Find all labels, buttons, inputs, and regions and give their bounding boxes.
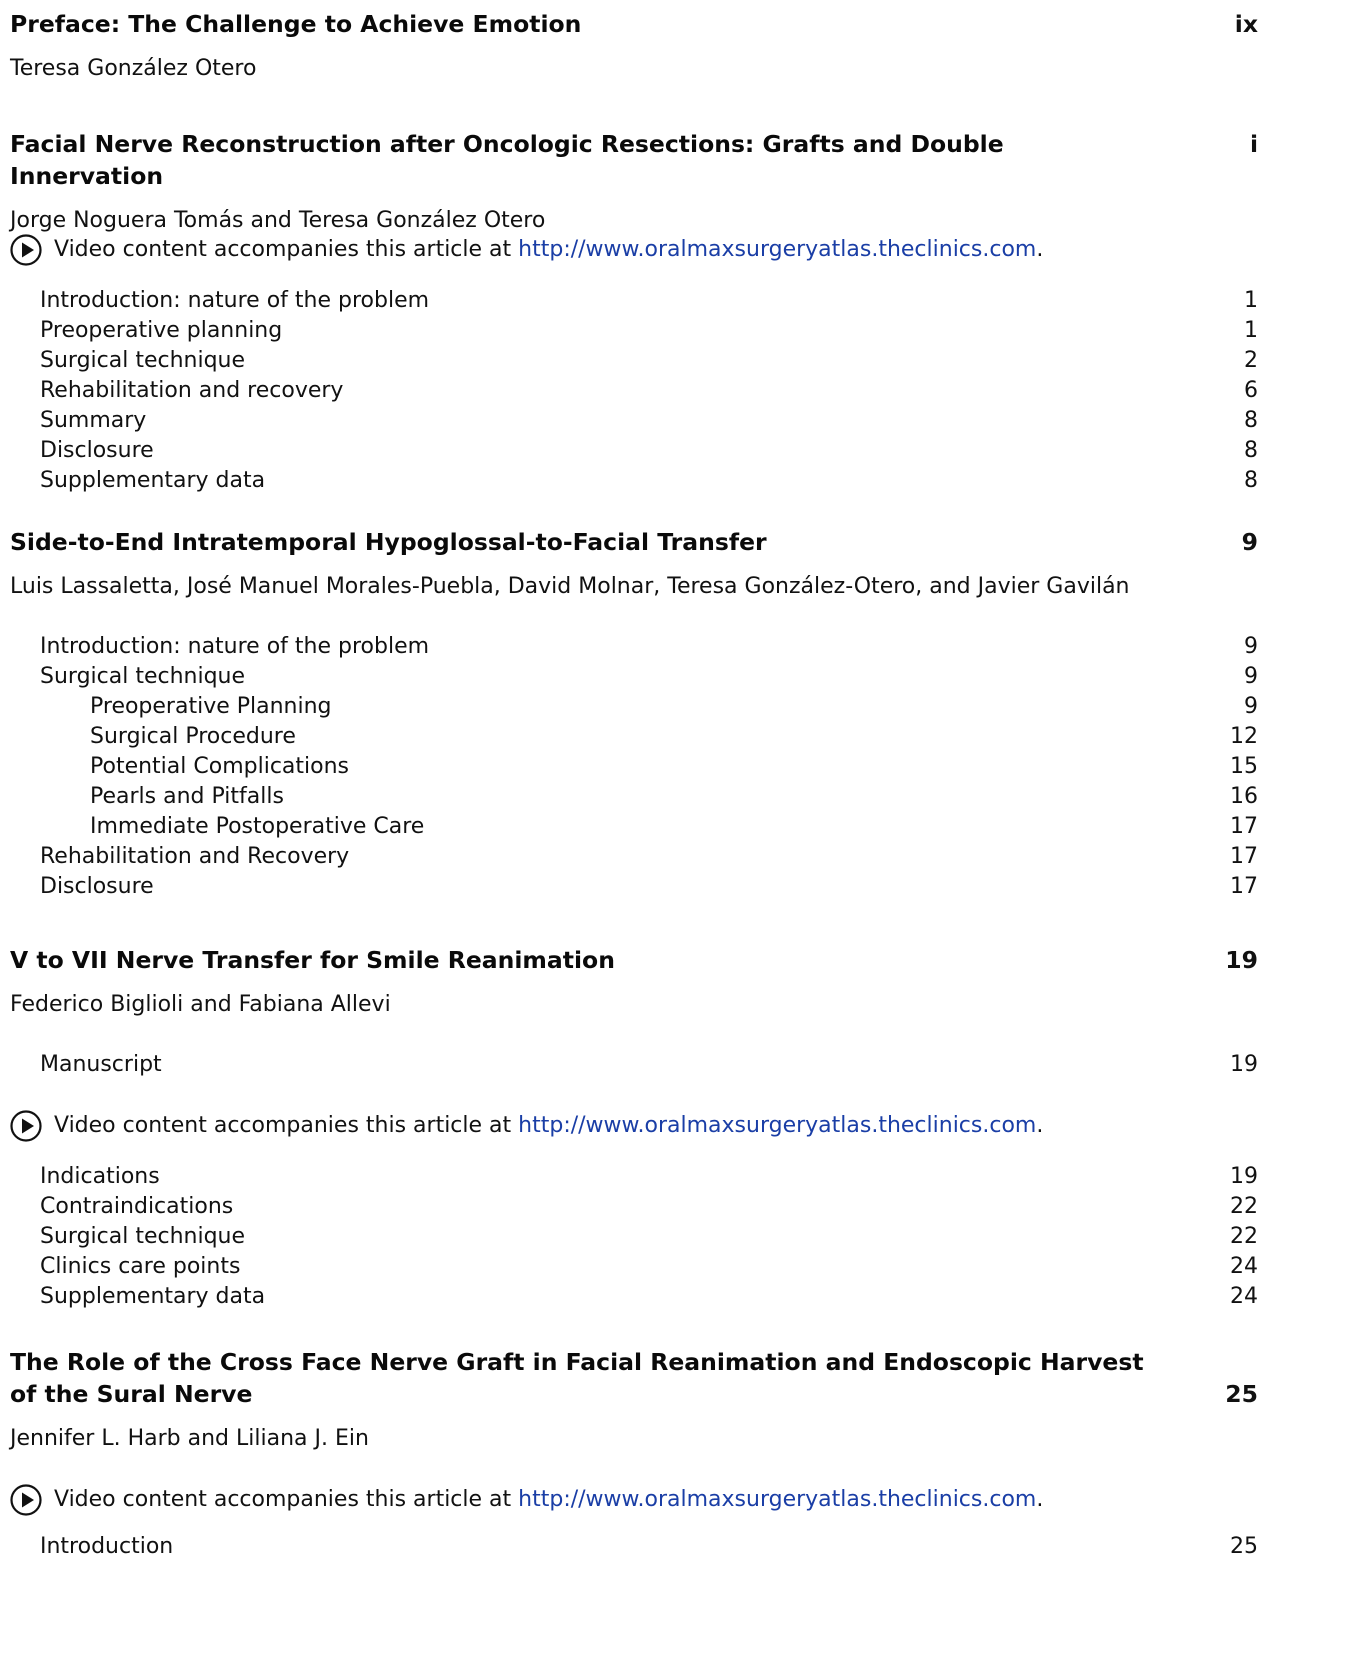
toc-entry-label: Potential Complications <box>90 754 349 779</box>
play-video-icon[interactable] <box>10 1484 42 1516</box>
toc-entry-label: Rehabilitation and Recovery <box>40 844 350 869</box>
video-link[interactable]: http://www.oralmaxsurgeryatlas.theclinics.com <box>518 1113 1037 1138</box>
toc-entry-label: Immediate Postoperative Care <box>90 814 425 839</box>
article-title[interactable]: V to VII Nerve Transfer for Smile Reanimation <box>10 946 615 974</box>
video-notice-text: Video content accompanies this article at <box>54 237 512 262</box>
toc-entry-page: 24 <box>1230 1284 1258 1309</box>
toc-entry-page: 9 <box>1244 694 1258 719</box>
toc-entry[interactable] <box>10 436 1258 466</box>
toc-entry-page: 8 <box>1244 468 1258 493</box>
toc-entry-label: Summary <box>40 408 147 433</box>
toc-entry-list <box>10 632 1258 902</box>
toc-article-facial-nerve-reconstruction <box>10 128 1258 498</box>
toc-article-hypoglossal-facial-transfer <box>10 526 1258 906</box>
toc-article-cross-face-nerve-graft <box>10 1346 1258 1666</box>
toc-entry[interactable] <box>10 1252 1258 1282</box>
toc-entry-page: 8 <box>1244 438 1258 463</box>
video-notice-suffix: . <box>1036 1487 1044 1512</box>
toc-entry[interactable] <box>10 1222 1258 1252</box>
article-page-number: 19 <box>1225 946 1258 974</box>
toc-entry-page: 22 <box>1230 1194 1258 1219</box>
toc-subentry[interactable] <box>10 722 1258 752</box>
toc-entry-page: 19 <box>1230 1052 1258 1077</box>
toc-entry-label: Disclosure <box>40 438 154 463</box>
toc-entry[interactable] <box>10 1192 1258 1222</box>
video-notice-suffix: . <box>1036 1113 1044 1138</box>
toc-entry-page: 1 <box>1244 288 1258 313</box>
toc-entry-label: Preoperative planning <box>40 318 283 343</box>
toc-entry-page: 25 <box>1230 1534 1258 1559</box>
toc-entry-page: 12 <box>1230 724 1258 749</box>
toc-entry[interactable] <box>10 872 1258 902</box>
article-page-number: i <box>1249 130 1258 158</box>
toc-entry-label: Supplementary data <box>40 1284 266 1309</box>
toc-entry[interactable] <box>10 1050 1258 1080</box>
toc-entry-page: 19 <box>1230 1164 1258 1189</box>
toc-entry[interactable] <box>10 1532 1258 1562</box>
play-video-icon[interactable] <box>10 1110 42 1142</box>
toc-entry-label: Supplementary data <box>40 468 266 493</box>
video-notice <box>10 234 1258 266</box>
article-authors: Jennifer L. Harb and Liliana J. Ein <box>10 1426 369 1451</box>
toc-entry-list <box>10 1050 1258 1080</box>
toc-entry[interactable] <box>10 406 1258 436</box>
toc-entry-label: Manuscript <box>40 1052 162 1077</box>
play-video-icon[interactable] <box>10 234 42 266</box>
toc-entry-label: Pearls and Pitfalls <box>90 784 284 809</box>
toc-entry[interactable] <box>10 286 1258 316</box>
article-page-number: 25 <box>1225 1380 1258 1408</box>
article-authors: Jorge Noguera Tomás and Teresa González Otero <box>10 208 546 233</box>
toc-entry-page: 6 <box>1244 378 1258 403</box>
toc-entry[interactable] <box>10 1162 1258 1192</box>
toc-entry-list <box>10 1532 1258 1562</box>
toc-entry-list <box>10 1162 1258 1312</box>
video-notice <box>10 1484 1258 1516</box>
article-page-number: 9 <box>1241 528 1258 556</box>
toc-entry-page: 24 <box>1230 1254 1258 1279</box>
toc-entry[interactable] <box>10 662 1258 692</box>
toc-entry[interactable] <box>10 466 1258 496</box>
toc-entry-label: Preoperative Planning <box>90 694 332 719</box>
video-notice <box>10 1110 1258 1142</box>
toc-entry-page: 9 <box>1244 664 1258 689</box>
article-title[interactable]: The Role of the Cross Face Nerve Graft in Facial Reanimation and Endoscopic Harvest of the Sural Nerve <box>10 1348 1144 1408</box>
video-notice-text: Video content accompanies this article at <box>54 1113 512 1138</box>
toc-entry-page: 17 <box>1230 844 1258 869</box>
toc-entry-label: Introduction: nature of the problem <box>40 634 430 659</box>
toc-entry-label: Indications <box>40 1164 160 1189</box>
toc-entry-label: Surgical technique <box>40 348 246 373</box>
video-link[interactable]: http://www.oralmaxsurgeryatlas.theclinics.com <box>518 237 1037 262</box>
toc-entry[interactable] <box>10 316 1258 346</box>
toc-subentry[interactable] <box>10 752 1258 782</box>
toc-entry-label: Contraindications <box>40 1194 234 1219</box>
toc-entry-label: Surgical technique <box>40 1224 246 1249</box>
video-notice-suffix: . <box>1036 237 1044 262</box>
toc-subentry[interactable] <box>10 812 1258 842</box>
toc-entry-page: 17 <box>1230 874 1258 899</box>
article-authors: Luis Lassaletta, José Manuel Morales-Puebla, David Molnar, Teresa González-Otero, and Javier Gavilán <box>10 574 1130 599</box>
article-authors: Federico Biglioli and Fabiana Allevi <box>10 992 391 1017</box>
article-title[interactable]: Facial Nerve Reconstruction after Oncologic Resections: Grafts and Double Innervation <box>10 130 1004 190</box>
toc-entry-page: 8 <box>1244 408 1258 433</box>
toc-entry-page: 16 <box>1230 784 1258 809</box>
toc-entry[interactable] <box>10 346 1258 376</box>
toc-entry-label: Introduction <box>40 1534 174 1559</box>
toc-entry[interactable] <box>10 376 1258 406</box>
toc-subentry[interactable] <box>10 692 1258 722</box>
toc-article-preface <box>10 8 1258 84</box>
toc-entry-label: Rehabilitation and recovery <box>40 378 344 403</box>
article-title[interactable]: Preface: The Challenge to Achieve Emotion <box>10 10 582 38</box>
toc-entry[interactable] <box>10 842 1258 872</box>
article-title[interactable]: Side-to-End Intratemporal Hypoglossal-to-Facial Transfer <box>10 528 767 556</box>
toc-subentry[interactable] <box>10 782 1258 812</box>
toc-entry-page: 22 <box>1230 1224 1258 1249</box>
toc-entry-label: Clinics care points <box>40 1254 241 1279</box>
toc-entry-label: Disclosure <box>40 874 154 899</box>
toc-entry-page: 1 <box>1244 318 1258 343</box>
toc-entry-label: Introduction: nature of the problem <box>40 288 430 313</box>
article-authors: Teresa González Otero <box>10 56 257 81</box>
toc-entry-page: 9 <box>1244 634 1258 659</box>
toc-entry-label: Surgical Procedure <box>90 724 296 749</box>
toc-entry[interactable] <box>10 632 1258 662</box>
toc-entry-page: 2 <box>1244 348 1258 373</box>
article-page-number: ix <box>1234 10 1258 38</box>
toc-article-v-to-vii-transfer <box>10 944 1258 1324</box>
video-notice-text: Video content accompanies this article at <box>54 1487 512 1512</box>
toc-entry-label: Surgical technique <box>40 664 246 689</box>
toc-entry[interactable] <box>10 1282 1258 1312</box>
video-link[interactable]: http://www.oralmaxsurgeryatlas.theclinics.com <box>518 1487 1037 1512</box>
toc-entry-page: 15 <box>1230 754 1258 779</box>
toc-entry-list <box>10 286 1258 496</box>
toc-entry-page: 17 <box>1230 814 1258 839</box>
